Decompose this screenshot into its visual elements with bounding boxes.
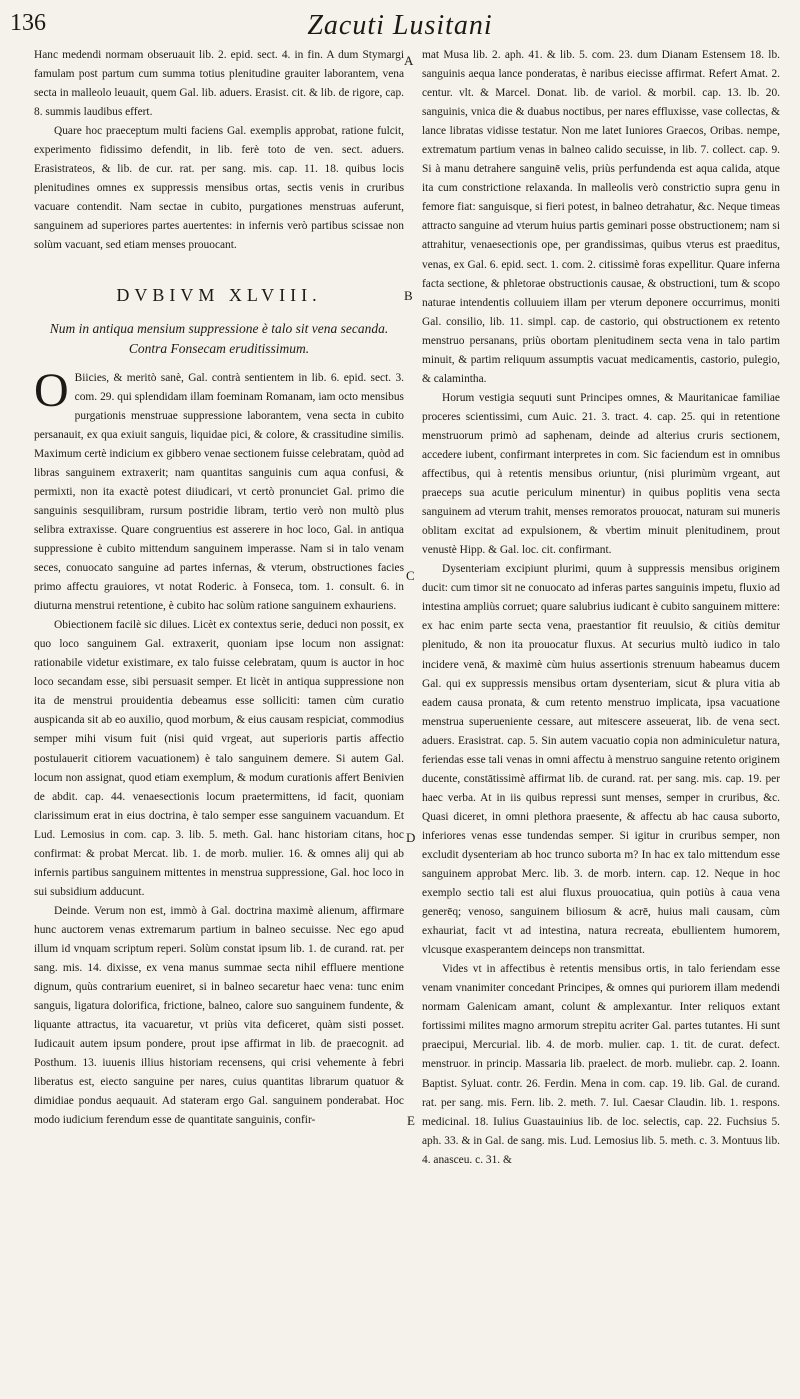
right-column: [422, 46, 780, 1170]
margin-letter-b: B: [404, 288, 413, 303]
margin-letter-c: C: [406, 568, 415, 583]
drop-cap: O: [34, 363, 69, 417]
paragraph: Horum vestigia sequuti sunt Principes omnes, & Mauritanicae familiae proceres scientissimi, cum Auic. 21. 3. tract. 4. cap. 25. qui in retentione menstruorum primò ad saphenam, deinde ad alterius cruris sectionem, accedere iubent, confirmant interpretes in com. Sic faciendum est in omnibus affectibus, qui à retentis mensibus oriuntur, (nisi plurimùm vrgeant, aut praeceps sua acutie periculum minentur) in quibus poplitis vena secta sanguinem ad vterum trahit, menses remoratos prouocat, naturam sui muneris oblitam excitat ad expulsionem, & vbertim minuit plenitudinem, prout venustè Hipp. & Gal. loc. cit. confirmant.: [422, 391, 780, 557]
left-column: [34, 46, 404, 1130]
paragraph: Biicies, & meritò sanè, Gal. contrà sentientem in lib. 6. epid. sect. 3. com. 29. qui splendidam illam foeminam Romanam, iam octo mensibus purgationis menstruae suppressione laborantem, vena secta in cubito persanauit, ex qua exiuit sanguis, liquidae pici, & colore, & crassitudine similis. Maximum certè indicium ex gibbero venae sectionem fuisse celebratam, quòd ad libras sanguinem extraxerit; nam quantitas sanguinis cum aqua confusi, & permixti, non ita exactè potest diiudicari, vt certò pronunciet Gal. primo die sanguinis sesquilibram, rursum postridie libram, tertio verò non multò plus selibra extraxisse. Quare congruentius est asserere in hoc loco, Gal. in antiqua suppressione è cubito mittendum sanguinem imperasse. Nam si in talo venam seces, conuocato sanguine ad partes infernas, & vterum, obstructiones facies primo affectu grauiores, vt notat Roderic. à Fonseca, tom. 1. consult. 6. in diuturna menstrui retentione, è cubito hac solùm ratione sanguinem exhauriens.: [34, 371, 404, 613]
margin-letter-e: E: [407, 1113, 415, 1128]
section-heading: DVBIVM XLVIII.: [116, 284, 322, 305]
paragraph: Vides vt in affectibus è retentis mensibus ortis, in talo feriendam esse venam vnanimiter concedant Principes, & omnes qui puriorem illam medendi normam Galenicam amant, colunt & amplexantur. Inter reliquos extant fortissimi milites magno armorum strepitu acriter Gal. partes tutantes. Hi sunt praecipui, Mercurial. lib. 4. de morb. mulier. cap. 1. tit. de curat. defect. menstruor. in princip. Massaria lib. praelect. de morb. muliebr. cap. 2. Ioann. Baptist. Syluat. contr. 26. Ferdin. Mena in com. cap. 19. lib. Gal. de curand. rat. per sang. mis. Fern. lib. 2. meth. 7. Iul. Caesar Claudin. lib. 1. respons. medicinal. 18. Iulius Guastauinius lib. de loc. selectis, cap. 22. Fuchsius 5. aph. 33. & in Gal. de sang. mis. Lud. Lemosius lib. 5. meth. c. 3. Montuus lib. 4. anasceu. c. 31. &: [422, 963, 780, 1166]
paragraph: Obiectionem facilè sic dilues. Licèt ex contextus serie, deduci non possit, ex quo loco sanguinem Gal. extraxerit, quoniam ipse locum non assignat: rationabile videtur existimare, ex talo fuisse celebratam, quum is auctor in hoc loco secandam esse, sibi persuasit semper. Et licèt in antiqua suppressione non ita de menstrui prouidentia debeamus esse solliciti: tamen cùm curatio auspicanda sit ab eo auxilio, quod morbum, & eius causam respiciat, commodius semper mihi visum fuit (nisi quid vrgeat, aut superioris partis affectio postulauerit citiorem vacuationem) è talo sanguinem demere. Si autem Gal. locum non assignat, quod etiam exemplum, & modum curationis affert Benivien de abdit. cap. 44. venaesectionis locum praetermittens, id facit, quoniam clarissimum erat in eius doctrina, è talo semper esse sanguinem vacuandum. Et Lud. Lemosius in com. cap. 3. lib. 5. meth. Gal. hanc historiam citans, hoc confirmat: & probat Mercat. lib. 1. de morb. mulier. 16. & omnes alij qui ab infernis partibus sanguinem mittentes in menstrua suppressione, Gal. hoc loco in sui subsidium adducunt.: [34, 619, 404, 898]
paragraph: Dysenteriam excipiunt plurimi, quum à suppressis mensibus originem ducit: cum timor sit ne conuocato ad inferas partes sanguinis impetu, fluxio ad intestina ampliùs corruet; quare salubrius iudicant è cubito sanguinem mittere: ex hac enim parte secta vena, praestantior fit reuulsio, & citiùs demitur plenitudo, & non ita prouocatur fluxus. At securius multò iudico in talo incidere venā, & maximè cùm huius assertionis strenuum habeamus ducem Gal. qui ex suppressis mensibus ortam dysenteriam, sicut & plura vitia ab eadem causa pronata, & cum retento menstruo implicata, ipsa vacuatione menstrua superueniente cessare, aut mitescere asseuerat, lib. de vena sect. aduers. Erasistrat. cap. 5. Sin autem vacuatio copia non adminiculetur natura, feriendas esse tali venas in omni affectu à menstruo sanguine retento originem ducente, constātissimè affirmat lib. de curand. rat. per sang. mis. cap. 19. per haec verba. At in iis quibus repressi sunt menses, semper in cruribus, &c. Quasi diceret, in omni plethora praesente, & affectu ab hac causa suborto, inferiores venas esse tundendas semper. Si igitur in cruribus semper, non excludit dysenteriam ab hoc trunco suborta m? In hac ex talo mittendum esse sanguinem approbat Merc. lib. 3. de morb. intern. cap. 12. Neque in hoc exemplo sectio tali est alui fluxus prouocatiua, quin potiùs à caua vena generēq; venoso, sanguinem biliosum & acrē, huius mali causam, cùm exhauriat, facit vt ad intestina, natura recreata, ebullientem humorem, vlcusque exasperantem deinceps non transmittat.: [422, 563, 780, 957]
paragraph: Deinde. Verum non est, immò à Gal. doctrina maximè alienum, affirmare hunc auctorem venas extremarum partium in balneo secuisse. Nec ego apud illum id vnquam scriptum reperi. Solùm constat ipsum lib. 1. de curand. rat. per sang. mis. 14. dixisse, ex vena manus summae secta nihil effluere mentione dignum, quùs contrarium eueniret, si in balneo secaretur haec vena: tunc enim sanguis, ligatura dolorifica, frictione, balneo, calore suo sanguinem fundente, & liquante attractus, ita vacuaretur, vt priùs vita deficeret, quàm sisti posset. Iudicauit autem ipsum pondere, prout ipse affirmat in lib. de praecognit. ad Posthum. 13. iuuenis illius historiam recensens, qui crisi vehemente à febri liberatus est, eiecto sanguine per nares, cuius quantitas librarum quatuor & dimidiae pondus aequauit. Ad stateram ergo Gal. sanguinem ponderabat. Hoc modo iudicium ferendum esse de quantitate sanguinis, confir-: [34, 904, 404, 1127]
question-title: Num in antiqua mensium suppressione è talo sit vena secanda. Contra Fonsecam eruditissimum.: [49, 320, 389, 356]
paragraph: Hanc medendi normam obseruauit lib. 2. epid. sect. 4. in fin. A dum Stymargi famulam post partum cum summa totius plenitudine grauiter laborantem, vena secta in malleolo leuauit, quem Gal. lib. aduers. Erasist. cit. & lib. de rigore, cap. 8. summis laudibus effert.: [34, 49, 404, 119]
margin-letter-d: D: [406, 830, 416, 845]
page-header: [10, 8, 790, 44]
running-title: Zacuti Lusitani: [307, 10, 493, 41]
page-number: 136: [10, 10, 46, 36]
margin-letter-a: A: [404, 53, 414, 68]
paragraph: mat Musa lib. 2. aph. 41. & lib. 5. com. 23. dum Dianam Estensem 18. lb. sanguinis aequa lance ponderatas, è naribus eiecisse affirmat. Refert Amat. 2. centur. vlt. & Marcel. Donat. lib. de variol. & morbil. cap. 13. lb. 20. sanguinis, vnica die & duabus noctibus, per nares effluxisse, vase collectas, & lance libratas vidisse testatur. Non me latet Iuniores Graecos, Oribas. nempe, extrematum partium venas in balneo calido secuisse, in lib. 7. collect. cap. 9. Si à manu detrahere sanguinē velis, priùs perfundenda est aqua calida, atque ita cum constrictione relaxanda. In malleolis verò constrictio supra genu in femore fiat: sanguisque, si fieri potest, in balneo detrahatur, &c. Neque timeas attracto sanguine ad vterum huius partis geminari posse obstructionem; nam si attrahitur, venaesectionis ope, per grandissimas, quibus vterus est praeditus, venas, ex Gal. 6. epid. sect. 1. com. 2. citissimè foras expellitur. Quare inferna facta sectione, & phletorae obstructionis causae, & obstructioni, tum & scopo naturae intendentis colluuiem illam per vterum deponere occurrimus, moniti Gal. consilio, lib. 11. simpl. cap. de castorio, qui obstructionem ex retento menstruo persanans, priùs obortam plenitudinem secta vena in talo partim minuit, & partim reliquum assumptis vacuat medicamentis, castorio, pulegio, & calamintha.: [422, 49, 780, 385]
paragraph: Quare hoc praeceptum multi faciens Gal. exemplis approbat, ratione fulcit, experimento fidissimo defendit, in lib. ferè toto de ven. sect. aduers. Erasistrateos, & lib. de cur. rat. per sang. mis. cap. 11. 18. quibus locis plenitudines omnes ex suppressis mensibus ortas, sectis venis in cruribus vacuare contendit. Nam sectae in cubito, purgationes menstruas auferunt, sanguinem ad superiores partes auertentes: in infernis verò partibus scissae non solùm vacuant, sed etiam menses prouocant.: [34, 125, 404, 252]
